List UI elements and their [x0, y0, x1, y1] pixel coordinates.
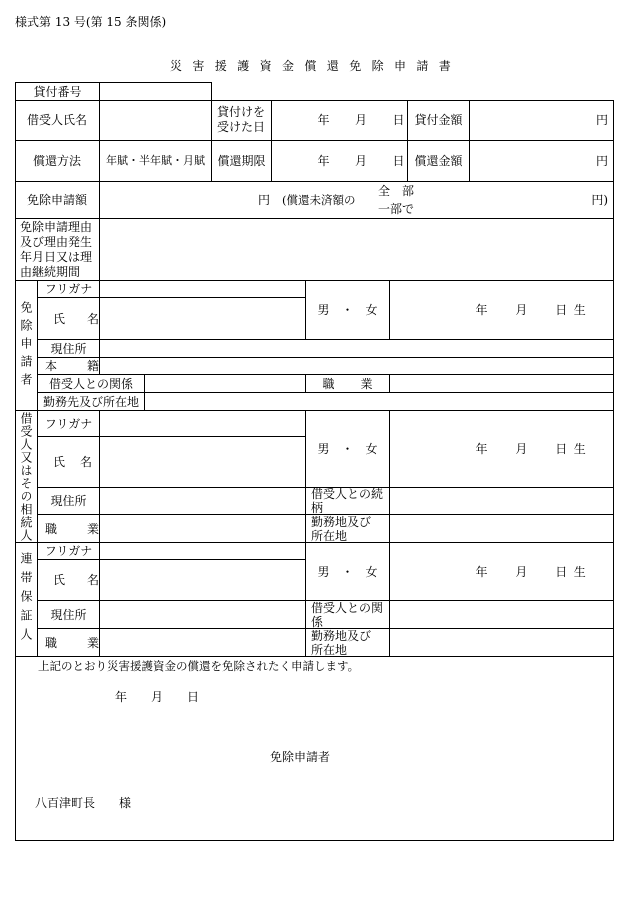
loan-number-label-cell — [15, 82, 100, 100]
borrower-occupation-label: 職 業 — [45, 521, 99, 536]
loan-amount-field — [470, 100, 614, 141]
borrower-name-field — [100, 437, 306, 488]
applicant-domicile-label: 本 籍 — [45, 359, 99, 373]
outstanding-prefix: (償還未済額の — [282, 193, 356, 207]
repayment-deadline-field — [272, 141, 408, 182]
repayment-amount-label-cell — [408, 141, 470, 182]
applicant-occupation-label: 職 業 — [322, 376, 373, 391]
loan-date-label: 貸付けを受けた日 — [217, 105, 266, 134]
loan-amount-unit: 円 — [595, 113, 608, 127]
borrower-furigana-label: フリガナ — [44, 416, 93, 431]
loan-number-label: 貸付番号 — [33, 84, 82, 99]
applicant-domicile-field — [100, 358, 614, 375]
borrower-address-label-cell — [38, 488, 100, 515]
applicant-address-label-cell — [38, 340, 100, 358]
guarantor-occupation-field — [100, 629, 306, 657]
applicant-furigana-label-cell — [38, 281, 100, 298]
declaration-addressee: 八百津町長 様 — [35, 796, 132, 810]
applicant-furigana-label: フリガナ — [44, 282, 93, 296]
declaration-statement: 上記のとおり災害援護資金の償還を免除されたく申請します。 — [38, 659, 360, 673]
option-partial: 一部で — [378, 202, 415, 216]
declaration-block — [15, 657, 614, 841]
guarantor-address-label: 現住所 — [50, 607, 87, 622]
loan-date-field — [272, 100, 408, 141]
exemption-amount-unit: 円 — [258, 193, 271, 207]
applicant-section-cell — [15, 281, 38, 411]
repayment-deadline-value: 年 月 日 — [317, 154, 405, 168]
applicant-name-label-cell — [38, 298, 100, 340]
applicant-birth-date-field — [390, 281, 614, 340]
guarantor-relation-field — [390, 601, 614, 629]
loan-amount-label: 貸付金額 — [414, 113, 463, 127]
applicant-birth-date: 年 月 日 生 — [475, 303, 587, 317]
borrower-occupation-field — [100, 515, 306, 543]
exemption-reason-label-cell — [15, 219, 100, 281]
repayment-method-options: 年賦・半年賦・月賦 — [106, 154, 205, 167]
guarantor-workplace-label-cell — [306, 629, 390, 657]
applicant-occupation-field — [390, 375, 614, 393]
outstanding-suffix: 円) — [591, 193, 608, 207]
borrower-name-label: 氏 名 — [53, 455, 92, 469]
guarantor-section-label: 連帯保証人 — [19, 552, 33, 647]
borrower-name-field — [100, 100, 212, 141]
guarantor-workplace-field — [390, 629, 614, 657]
exemption-amount-field — [100, 182, 614, 219]
borrower-birth-date: 年 月 日 生 — [475, 442, 587, 456]
borrower-furigana-field — [100, 411, 306, 437]
borrower-birth-date-field — [390, 411, 614, 488]
guarantor-address-field — [100, 601, 306, 629]
borrower-address-field — [100, 488, 306, 515]
borrower-sex-field — [306, 411, 390, 488]
guarantor-name-label: 氏 名 — [53, 573, 99, 587]
repayment-method-field — [100, 141, 212, 182]
borrower-furigana-label-cell — [38, 411, 100, 437]
borrower-workplace-label-cell — [306, 515, 390, 543]
applicant-name-label: 氏 名 — [53, 311, 99, 326]
guarantor-birth-date-field — [390, 543, 614, 601]
loan-date-value: 年 月 日 — [317, 113, 405, 127]
guarantor-occupation-label-cell — [38, 629, 100, 657]
applicant-sex-field — [306, 281, 390, 340]
applicant-furigana-field — [100, 281, 306, 298]
applicant-sex-options: 男 ・ 女 — [317, 303, 378, 317]
repayment-deadline-label-cell — [212, 141, 272, 182]
applicant-section-label: 免除申請者 — [19, 300, 33, 391]
borrower-relation-label: 借受人との続柄 — [311, 487, 384, 515]
borrower-workplace-field — [390, 515, 614, 543]
guarantor-sex-field — [306, 543, 390, 601]
repayment-amount-unit: 円 — [595, 154, 608, 168]
applicant-occupation-label-cell — [306, 375, 390, 393]
loan-date-label-cell — [212, 100, 272, 141]
guarantor-furigana-label: フリガナ — [44, 544, 93, 558]
applicant-name-field — [100, 298, 306, 340]
guarantor-sex-options: 男 ・ 女 — [317, 564, 378, 579]
applicant-relation-label-cell — [38, 375, 145, 393]
borrower-section-label: 借受人又はその相続人 — [19, 411, 33, 542]
guarantor-name-label-cell — [38, 560, 100, 601]
declaration-applicant-label: 免除申請者 — [270, 750, 331, 764]
repayment-deadline-label: 償還期限 — [217, 154, 266, 168]
applicant-workplace-label: 勤務先及び所在地 — [42, 394, 139, 409]
repayment-amount-label: 償還金額 — [414, 154, 463, 168]
borrower-section-cell — [15, 411, 38, 543]
applicant-workplace-label-cell — [38, 393, 145, 411]
exemption-reason-field — [100, 219, 614, 281]
borrower-name-label-cell — [15, 100, 100, 141]
borrower-name-label-cell — [38, 437, 100, 488]
guarantor-birth-date: 年 月 日 生 — [475, 564, 587, 579]
applicant-domicile-label-cell — [38, 358, 100, 375]
borrower-name-label: 借受人氏名 — [26, 113, 87, 127]
borrower-address-label: 現住所 — [50, 494, 87, 508]
applicant-relation-field — [145, 375, 306, 393]
loan-amount-label-cell — [408, 100, 470, 141]
guarantor-section-cell — [15, 543, 38, 657]
guarantor-name-field — [100, 560, 306, 601]
borrower-occupation-label-cell — [38, 515, 100, 543]
guarantor-workplace-label: 勤務地及び所在地 — [311, 628, 372, 657]
form-title: 災害援護資金償還免除申請書 — [170, 59, 462, 73]
repayment-method-label: 償還方法 — [32, 154, 81, 168]
borrower-workplace-label: 勤務地及び所在地 — [311, 514, 372, 543]
guarantor-furigana-label-cell — [38, 543, 100, 560]
applicant-address-label: 現住所 — [50, 341, 87, 356]
repayment-method-label-cell — [15, 141, 100, 182]
exemption-amount-label-cell — [15, 182, 100, 219]
guarantor-furigana-field — [100, 543, 306, 560]
guarantor-address-label-cell — [38, 601, 100, 629]
declaration-date: 年 月 日 — [115, 690, 200, 704]
borrower-sex-options: 男 ・ 女 — [317, 442, 378, 456]
applicant-relation-label: 借受人との関係 — [48, 376, 133, 391]
applicant-workplace-field — [145, 393, 614, 411]
borrower-relation-field — [390, 488, 614, 515]
exemption-reason-label: 免除申請理由及び理由発生年月日又は理由継続期間 — [20, 219, 93, 279]
option-all: 全 部 — [378, 184, 415, 198]
exemption-amount-label: 免除申請額 — [26, 193, 87, 207]
loan-number-field — [100, 82, 212, 100]
guarantor-relation-label: 借受人との関係 — [311, 600, 384, 629]
repayment-amount-field — [470, 141, 614, 182]
borrower-relation-label-cell — [306, 488, 390, 515]
guarantor-relation-label-cell — [306, 601, 390, 629]
guarantor-occupation-label: 職 業 — [45, 635, 99, 650]
form-number: 様式第 13 号(第 15 条関係) — [15, 15, 167, 29]
applicant-address-field — [100, 340, 614, 358]
